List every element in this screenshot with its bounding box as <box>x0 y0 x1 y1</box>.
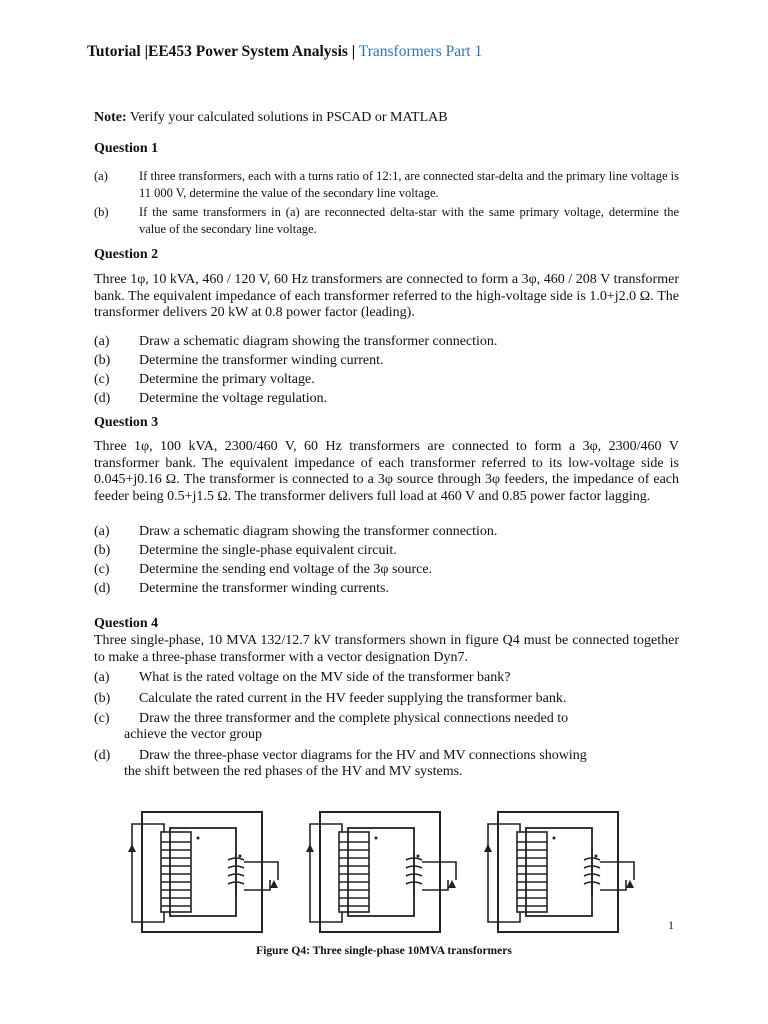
question-4-item-c <box>94 710 679 727</box>
transformer-2 <box>306 812 456 932</box>
item-text: Determine the transformer winding currents. <box>139 581 389 596</box>
item-label: (b) <box>94 543 111 558</box>
question-2-body: Three 1φ, 10 kVA, 460 / 120 V, 60 Hz transformers are connected to form a 3φ, 460 / 208 V transformer bank. The equivalent impedance of each transformer referred to the high-voltage side is 1.0+j2.0 Ω. The transformer delivers 20 kW at 0.8 power factor (leading). <box>94 272 679 320</box>
question-4-item-a <box>94 669 679 686</box>
note-label: Note: <box>94 110 127 125</box>
item-label: (a) <box>94 524 110 539</box>
question-1-item-a <box>94 168 679 202</box>
item-text: Determine the primary voltage. <box>139 372 315 387</box>
question-4-heading: Question 4 <box>94 616 159 631</box>
question-2-item-a <box>94 333 679 350</box>
item-label: (b) <box>94 353 111 368</box>
question-4-item-d <box>94 747 679 764</box>
item-text: Draw a schematic diagram showing the transformer connection. <box>139 524 498 539</box>
item-text: Calculate the rated current in the HV feeder supplying the transformer bank. <box>139 691 567 706</box>
figure-q4-transformers <box>120 808 650 938</box>
question-4-item-b <box>94 690 679 707</box>
item-label: (c) <box>94 711 110 726</box>
item-text: Determine the sending end voltage of the 3φ source. <box>139 562 433 577</box>
item-label: (a) <box>94 334 110 349</box>
item-text: If the same transformers in (a) are reconnected delta-star with the same primary voltage, determine the value of the secondary line voltage. <box>139 205 679 236</box>
note-text: Verify your calculated solutions in PSCAD or MATLAB <box>126 110 448 125</box>
item-label: (c) <box>94 372 110 387</box>
item-label: (d) <box>94 748 111 763</box>
item-label: (c) <box>94 562 110 577</box>
item-text: Draw the three transformer and the complete physical connections needed to <box>139 711 569 726</box>
question-2-heading: Question 2 <box>94 247 159 262</box>
note-line <box>94 110 448 126</box>
item-text: What is the rated voltage on the MV side of the transformer bank? <box>139 670 511 685</box>
item-label: (a) <box>94 670 110 685</box>
document-header <box>87 43 482 61</box>
item-text: Draw the three-phase vector diagrams for the HV and MV connections showing <box>139 748 587 763</box>
item-text: Determine the voltage regulation. <box>139 391 328 406</box>
question-3-heading: Question 3 <box>94 415 159 430</box>
item-text: Determine the single-phase equivalent circuit. <box>139 543 397 558</box>
question-4-item-c-continued: achieve the vector group <box>124 727 262 742</box>
header-subtitle: Transformers Part 1 <box>355 43 483 60</box>
page-number: 1 <box>668 918 674 932</box>
question-1-heading: Question 1 <box>94 141 159 156</box>
question-2-item-b <box>94 352 679 369</box>
transformer-1 <box>128 812 278 932</box>
item-label: (b) <box>94 205 109 219</box>
question-3-item-a <box>94 523 679 540</box>
transformer-3 <box>484 812 634 932</box>
item-text: Determine the transformer winding current. <box>139 353 384 368</box>
item-label: (d) <box>94 581 111 596</box>
question-3-item-b <box>94 542 679 559</box>
item-text: If three transformers, each with a turns ratio of 12:1, are connected star-delta and the primary line voltage is 11 000 V, determine the value of the secondary line voltage. <box>139 169 679 200</box>
question-4-item-d-continued: the shift between the red phases of the HV and MV systems. <box>124 764 463 779</box>
question-4-body: Three single-phase, 10 MVA 132/12.7 kV transformers shown in figure Q4 must be connected together to make a three-phase transformer with a vector designation Dyn7. <box>94 633 679 665</box>
question-3-body: Three 1φ, 100 kVA, 2300/460 V, 60 Hz transformers are connected to form a 3φ, 2300/460 V transformer bank. The equivalent impedance of each transformer referred to its low-voltage side is 0.045+j0.16 Ω. The transformer is connected to a 3φ source through 3φ feeders, the impedance of each feeder being 0.5+j1.5 Ω. The transformer delivers full load at 460 V and 0.85 power factor lagging. <box>94 439 679 504</box>
figure-caption: Figure Q4: Three single-phase 10MVA transformers <box>256 945 512 957</box>
item-label: (a) <box>94 169 108 183</box>
question-3-item-d <box>94 580 679 597</box>
question-2-item-d <box>94 390 679 407</box>
header-title: Tutorial |EE453 Power System Analysis | <box>87 43 356 60</box>
item-text: Draw a schematic diagram showing the transformer connection. <box>139 334 498 349</box>
question-1-item-b <box>94 204 679 238</box>
question-3-item-c <box>94 561 679 578</box>
item-label: (b) <box>94 691 111 706</box>
question-2-item-c <box>94 371 679 388</box>
item-label: (d) <box>94 391 111 406</box>
